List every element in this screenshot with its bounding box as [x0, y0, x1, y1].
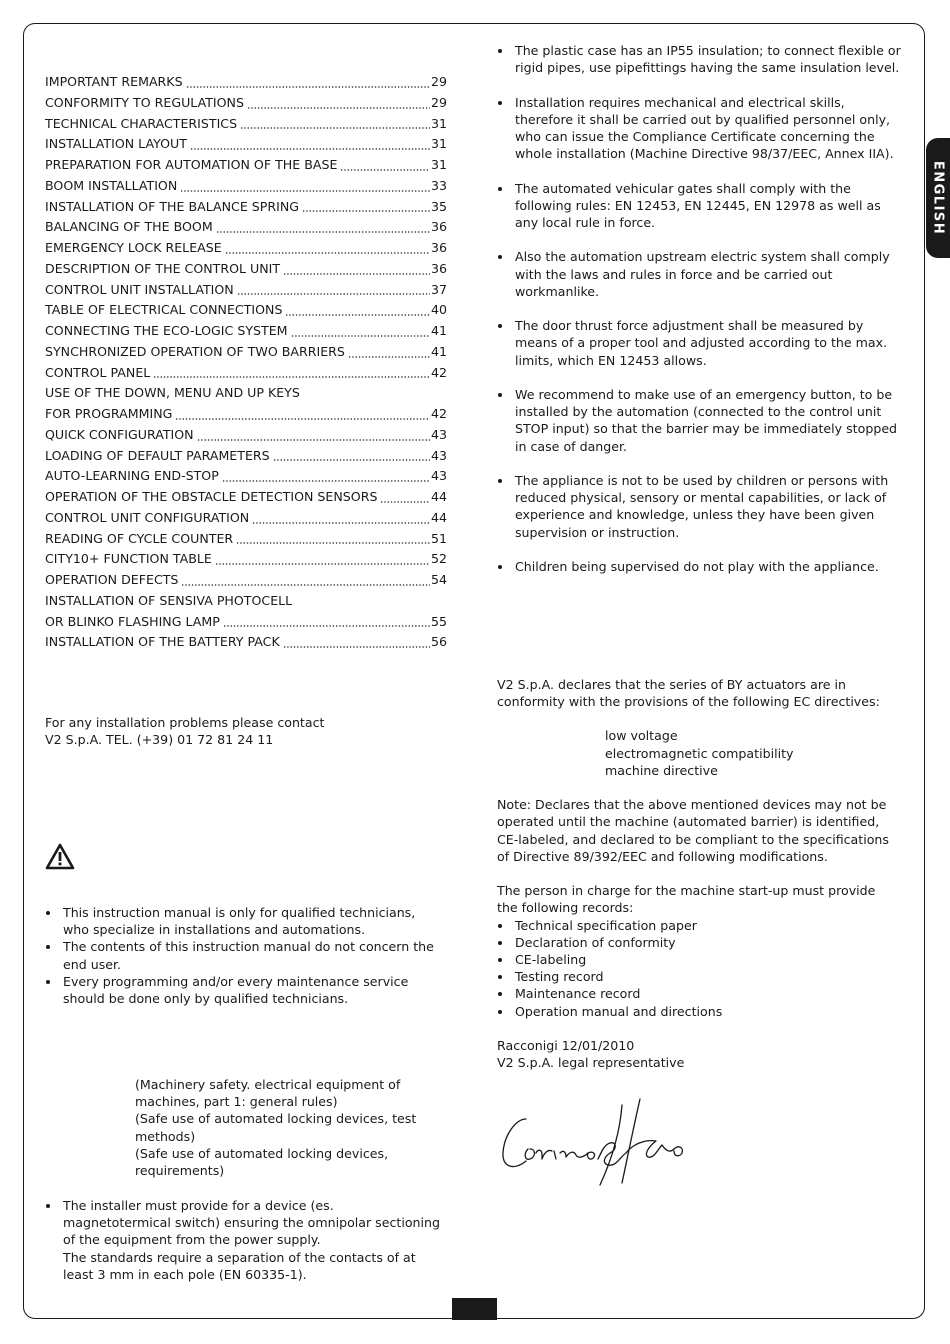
toc-page-number: 55: [430, 613, 447, 629]
declaration-note: Note: Declares that the above mentioned devices may not be operated until the machine (automated barrier) is identified, CE-labeled, and declared to be compliant to the specifications of Directive 89/392/EEC and following modifications.: [497, 797, 889, 864]
list-item: The plastic case has an IP55 insulation; to connect flexible or rigid pipes, use pipefittings having the same insulation level.: [497, 42, 902, 76]
toc-entry: [45, 217, 447, 238]
list-item: Maintenance record: [497, 985, 899, 1002]
toc-entry: [45, 363, 447, 384]
signature-image: [498, 1095, 698, 1190]
toc-entry-title: PREPARATION FOR AUTOMATION OF THE BASE: [45, 157, 338, 172]
toc-leader-dots: [175, 418, 430, 420]
toc-entry: [45, 549, 447, 570]
toc-leader-dots: [236, 542, 430, 544]
toc-entry: [45, 632, 447, 653]
toc-entry-title: CONTROL PANEL: [45, 364, 151, 380]
toc-page-number: 52: [430, 551, 447, 567]
toc-leader-dots: [237, 293, 430, 295]
toc-entry-title: IMPORTANT REMARKS: [45, 74, 183, 89]
toc-page-number: 43: [430, 468, 447, 484]
toc-page-number: 51: [430, 530, 447, 546]
directive-item: electromagnetic compatibility: [605, 745, 794, 761]
list-item: Also the automation upstream electric system shall comply with the laws and rules in force and be carried out workmanlike.: [497, 248, 902, 300]
toc-page-number: 42: [430, 406, 447, 421]
toc-entry: [45, 466, 447, 487]
toc-leader-dots: [216, 231, 430, 233]
toc-entry-title: CONTROL UNIT INSTALLATION: [45, 281, 234, 297]
warning-triangle-icon: [45, 843, 75, 871]
list-item: The appliance is not to be used by children or persons with reduced physical, sensory or mental capabilities, or lack of experience and knowledge, unless they have been given supervision or instruction.: [497, 472, 902, 541]
toc-entry-title: CONFORMITY TO REGULATIONS: [45, 94, 244, 110]
toc-leader-dots: [181, 584, 430, 586]
toc-entry: [45, 114, 447, 135]
toc-page-number: 44: [430, 489, 447, 504]
toc-leader-dots: [291, 335, 430, 337]
toc-entry: [45, 487, 447, 508]
toc-entry: [45, 425, 447, 446]
installer-text: The installer must provide for a device (es. magnetotermical switch) ensuring the omnipolar sectioning of the equipment from the power supply.: [63, 1198, 441, 1248]
list-item: Technical specification paper: [497, 917, 899, 934]
toc-entry: [45, 197, 447, 218]
toc-page-number: 41: [430, 343, 447, 359]
toc-entry-title: TABLE OF ELECTRICAL CONNECTIONS: [45, 302, 283, 318]
toc-leader-dots: [252, 522, 430, 524]
toc-page-number: 54: [430, 572, 447, 587]
installer-text-2: The standards require a separation of the contacts of at least 3 mm in each pole (EN 60335-1).: [63, 1249, 416, 1282]
directive-item: machine directive: [605, 762, 718, 778]
toc-leader-dots: [225, 252, 430, 254]
toc-entry-title: DESCRIPTION OF THE CONTROL UNIT: [45, 260, 281, 276]
left-column: [45, 72, 447, 653]
toc-leader-dots: [285, 314, 430, 316]
records-intro: The person in charge for the machine start-up must provide the following records:: [497, 883, 876, 916]
table-of-contents: [45, 72, 447, 653]
list-item: Every programming and/or every maintenance service should be done only by qualified technicians.: [45, 973, 441, 1007]
directives-list: [605, 727, 899, 779]
toc-page-number: 36: [430, 260, 447, 276]
toc-page-number: 35: [430, 198, 447, 214]
page-number-tab: [452, 1298, 497, 1320]
standards-notes: [135, 1076, 425, 1179]
list-item: [45, 1197, 441, 1283]
toc-entry-title: CONNECTING THE ECO-LOGIC SYSTEM: [45, 323, 288, 338]
toc-page-number: 36: [430, 219, 447, 235]
toc-page-number: 31: [430, 157, 447, 172]
toc-entry: [45, 508, 447, 529]
list-item: The automated vehicular gates shall comply with the following rules: EN 12453, EN 12445, EN 12978 as well as any local rule in force.: [497, 180, 902, 232]
contact-line: For any installation problems please contact: [45, 715, 325, 730]
toc-entry-title: AUTO-LEARNING END-STOP: [45, 468, 219, 484]
toc-entry-title: INSTALLATION OF SENSIVA PHOTOCELL: [45, 592, 293, 608]
toc-entry: [45, 176, 447, 197]
toc-entry: [45, 155, 447, 176]
toc-entry: [45, 259, 447, 280]
toc-entry-title: OPERATION DEFECTS: [45, 572, 179, 587]
contact-phone: V2 S.p.A. TEL. (+39) 01 72 81 24 11: [45, 732, 274, 748]
right-column: [497, 42, 902, 592]
installer-list: [45, 1197, 441, 1283]
language-tab: [926, 138, 950, 258]
toc-page-number: 56: [430, 634, 447, 650]
toc-leader-dots: [190, 148, 430, 150]
toc-page-number: 37: [430, 281, 447, 297]
toc-leader-dots: [186, 86, 430, 88]
toc-leader-dots: [380, 501, 430, 503]
list-item: We recommend to make use of an emergency button, to be installed by the automation (connected to the control unit STOP input) so that the barrier may be immediately stopped in case of danger.: [497, 386, 902, 455]
toc-entry-title: INSTALLATION LAYOUT: [45, 136, 187, 152]
toc-entry-title: BALANCING OF THE BOOM: [45, 219, 213, 235]
toc-entry: [45, 612, 447, 633]
toc-leader-dots: [283, 273, 430, 275]
toc-entry: [45, 529, 447, 550]
toc-entry: [45, 238, 447, 259]
toc-entry-title: INSTALLATION OF THE BALANCE SPRING: [45, 198, 300, 214]
list-item: The contents of this instruction manual do not concern the end user.: [45, 938, 441, 972]
declaration-block: [497, 676, 899, 1071]
toc-page-number: 44: [430, 509, 447, 525]
toc-page-number: 42: [430, 364, 447, 380]
toc-leader-dots: [247, 107, 430, 109]
toc-entry: [45, 570, 447, 591]
records-list: [497, 917, 899, 1020]
toc-page-number: 43: [430, 447, 447, 463]
list-item: Operation manual and directions: [497, 1003, 899, 1020]
toc-page-number: 31: [430, 115, 447, 131]
safety-list: [497, 42, 902, 575]
toc-entry: [45, 300, 447, 321]
directive-item: low voltage: [605, 728, 678, 744]
language-tab-label: ENGLISH: [930, 160, 946, 236]
toc-leader-dots: [180, 190, 430, 192]
toc-leader-dots: [348, 356, 430, 358]
toc-leader-dots: [273, 459, 430, 461]
declaration-intro: V2 S.p.A. declares that the series of BY actuators are in conformity with the provisions of the following EC directives:: [497, 677, 880, 710]
standard-note: (Machinery safety. electrical equipment of machines, part 1: general rules): [135, 1077, 401, 1110]
toc-entry-title: INSTALLATION OF THE BATTERY PACK: [45, 634, 280, 650]
list-item: The door thrust force adjustment shall be measured by means of a proper tool and adjusted according to the max. limits, which EN 12453 allows.: [497, 317, 902, 369]
toc-page-number: 40: [430, 302, 447, 318]
toc-entry-title: USE OF THE DOWN, MENU AND UP KEYS: [45, 385, 300, 401]
toc-page-number: 43: [430, 426, 447, 442]
place-date: Racconigi 12/01/2010: [497, 1038, 635, 1054]
list-item: Declaration of conformity: [497, 934, 899, 951]
toc-entry-title: LOADING OF DEFAULT PARAMETERS: [45, 447, 270, 463]
toc-leader-dots: [153, 376, 430, 378]
toc-entry-title: BOOM INSTALLATION: [45, 177, 178, 193]
toc-entry-title: CONTROL UNIT CONFIGURATION: [45, 509, 250, 525]
list-item: This instruction manual is only for qualified technicians, who specialize in installations and automations.: [45, 904, 441, 938]
toc-entry-title: SYNCHRONIZED OPERATION OF TWO BARRIERS: [45, 343, 345, 359]
toc-entry: [45, 72, 447, 93]
toc-entry: [45, 93, 447, 114]
toc-leader-dots: [215, 563, 430, 565]
toc-entry-title: EMERGENCY LOCK RELEASE: [45, 240, 222, 255]
toc-leader-dots: [197, 439, 430, 441]
toc-page-number: 29: [430, 94, 447, 110]
standard-note: (Safe use of automated locking devices, test methods): [135, 1111, 417, 1144]
toc-entry-title: TECHNICAL CHARACTERISTICS: [45, 115, 238, 131]
signatory: V2 S.p.A. legal representative: [497, 1055, 685, 1071]
toc-entry-title: FOR PROGRAMMING: [45, 406, 173, 421]
toc-entry: [45, 321, 447, 342]
toc-leader-dots: [223, 625, 430, 627]
toc-page-number: 36: [430, 240, 447, 255]
toc-leader-dots: [240, 127, 430, 129]
contact-block: [45, 714, 445, 748]
toc-entry-title: READING OF CYCLE COUNTER: [45, 530, 234, 546]
toc-entry: [45, 404, 447, 425]
toc-entry-title: QUICK CONFIGURATION: [45, 426, 194, 442]
list-item: CE-labeling: [497, 951, 899, 968]
toc-leader-dots: [340, 169, 430, 171]
toc-page-number: 29: [430, 74, 447, 89]
toc-entry: [45, 280, 447, 301]
important-remarks-list: [45, 904, 441, 1007]
toc-leader-dots: [302, 210, 430, 212]
toc-entry-title: CITY10+ FUNCTION TABLE: [45, 551, 212, 567]
toc-leader-dots: [283, 646, 430, 648]
toc-entry: [45, 342, 447, 363]
toc-page-number: 33: [430, 177, 447, 193]
standard-note: (Safe use of automated locking devices, requirements): [135, 1145, 389, 1179]
toc-entry: [45, 134, 447, 155]
toc-entry-title: OPERATION OF THE OBSTACLE DETECTION SENSORS: [45, 489, 378, 504]
toc-entry: [45, 446, 447, 467]
list-item: Testing record: [497, 968, 899, 985]
toc-leader-dots: [222, 480, 430, 482]
list-item: Children being supervised do not play with the appliance.: [497, 558, 902, 575]
list-item: Installation requires mechanical and electrical skills, therefore it shall be carried out by qualified personnel only, who can issue the Compliance Certificate concerning the whole installation (Machine Directive 98/37/EEC, Annex IIA).: [497, 94, 902, 163]
toc-page-number: 41: [430, 323, 447, 338]
toc-entry-title: OR BLINKO FLASHING LAMP: [45, 613, 220, 629]
toc-page-number: 31: [430, 136, 447, 152]
